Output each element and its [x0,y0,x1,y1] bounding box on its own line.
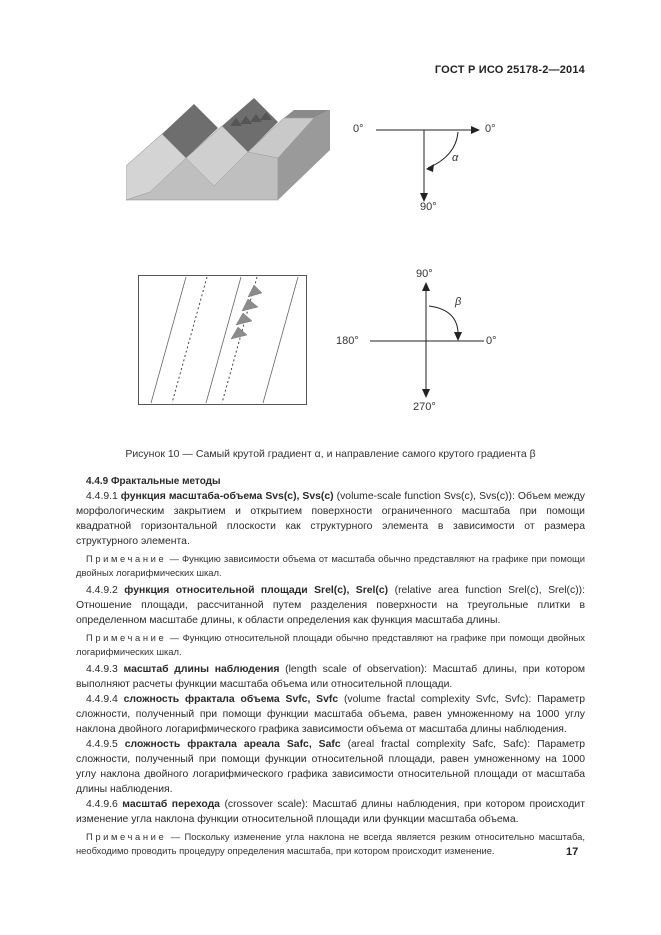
paragraph-4-4-9-3: 4.4.9.3 масштаб длины наблюдения (length scale of observation): Масштаб длины, при котором выполняют расчеты функции масштаба объема или относительной площади. [76,664,585,690]
label-0-left: 0° [353,123,364,135]
figure-caption: Рисунок 10 — Самый крутой градиент α, и направление самого крутого градиента β [125,448,536,460]
label-90-top: 90° [416,268,433,280]
note-1: Примечание — Функцию зависимости объема от масштаба обычно представляют на графике при помощи двойных логарифмических шкал. [76,553,585,578]
label-beta: β [455,296,462,308]
page-number: 17 [566,846,579,858]
label-0-right: 0° [485,123,496,135]
document-header: ГОСТ Р ИСО 25178-2—2014 [434,64,585,76]
note-3: Примечание — Поскольку изменение угла наклона не всегда является резким относительно масштаба, необходимо проводить процедуру определения масштаба, при котором происходит изменение. [76,831,585,856]
paragraph-4-4-9-1: 4.4.9.1 функция масштаба-объема Svs(c), Svs(c) (volume-scale function Svs(c), Svs(c)): Объем между морфологическим закрытием и открытием поверхности ограниченного масштаба при помощи квадратной горизонтальной плоскости как структурного элемента в зависимости от размера структурного элемента. [76,491,585,547]
label-alpha: α [452,152,459,164]
paragraph-4-4-9-4: 4.4.9.4 сложность фрактала объема Svfc, Svfc (volume fractal complexity Svfc, Svfc): Параметр сложности, полученный при помощи функции масштаба объема, равен умноженному на 1000 углу наклона двойного логарифмического графика зависимости объема от масштаба длины наблюдения. [76,694,586,735]
paragraph-4-4-9-6: 4.4.9.6 масштаб перехода (crossover scale): Масштаб длины наблюдения, при котором происходит изменение угла наклона функции относительной площади или функции масштаба объема. [76,799,585,825]
label-90-bottom: 90° [420,201,437,213]
surface-3d-illustration [126,96,336,202]
label-0-right-bottom: 0° [486,335,497,347]
note-2: Примечание — Функцию относительной площади обычно представляют на графике при помощи двойных логарифмических шкал. [76,632,585,657]
plan-view-illustration [138,275,307,405]
body-text [76,474,585,858]
label-180-left: 180° [336,335,359,347]
angle-beta-diagram [362,276,490,398]
paragraph-4-4-9-2: 4.4.9.2 функция относительной площади Srel(c), Srel(c) (relative area function Srel(c), Srel(c)): Отношение площади, рассчитанной путем разделения поверхности на треугольные плитки в определенном масштабе длины, к области определения как функция масштаба длины. [76,585,586,626]
label-270-bottom: 270° [413,401,436,413]
angle-alpha-diagram [372,116,482,206]
section-heading: 4.4.9 Фрактальные методы [86,476,221,487]
paragraph-4-4-9-5: 4.4.9.5 сложность фрактала ареала Safc, Safc (areal fractal complexity Safc, Safc): Параметр сложности, полученный при помощи функции относительной площади, равен умноженному на 1000 углу наклона двойного логарифмического графика зависимости относительной площади от масштаба длины наблюдения. [76,739,585,795]
